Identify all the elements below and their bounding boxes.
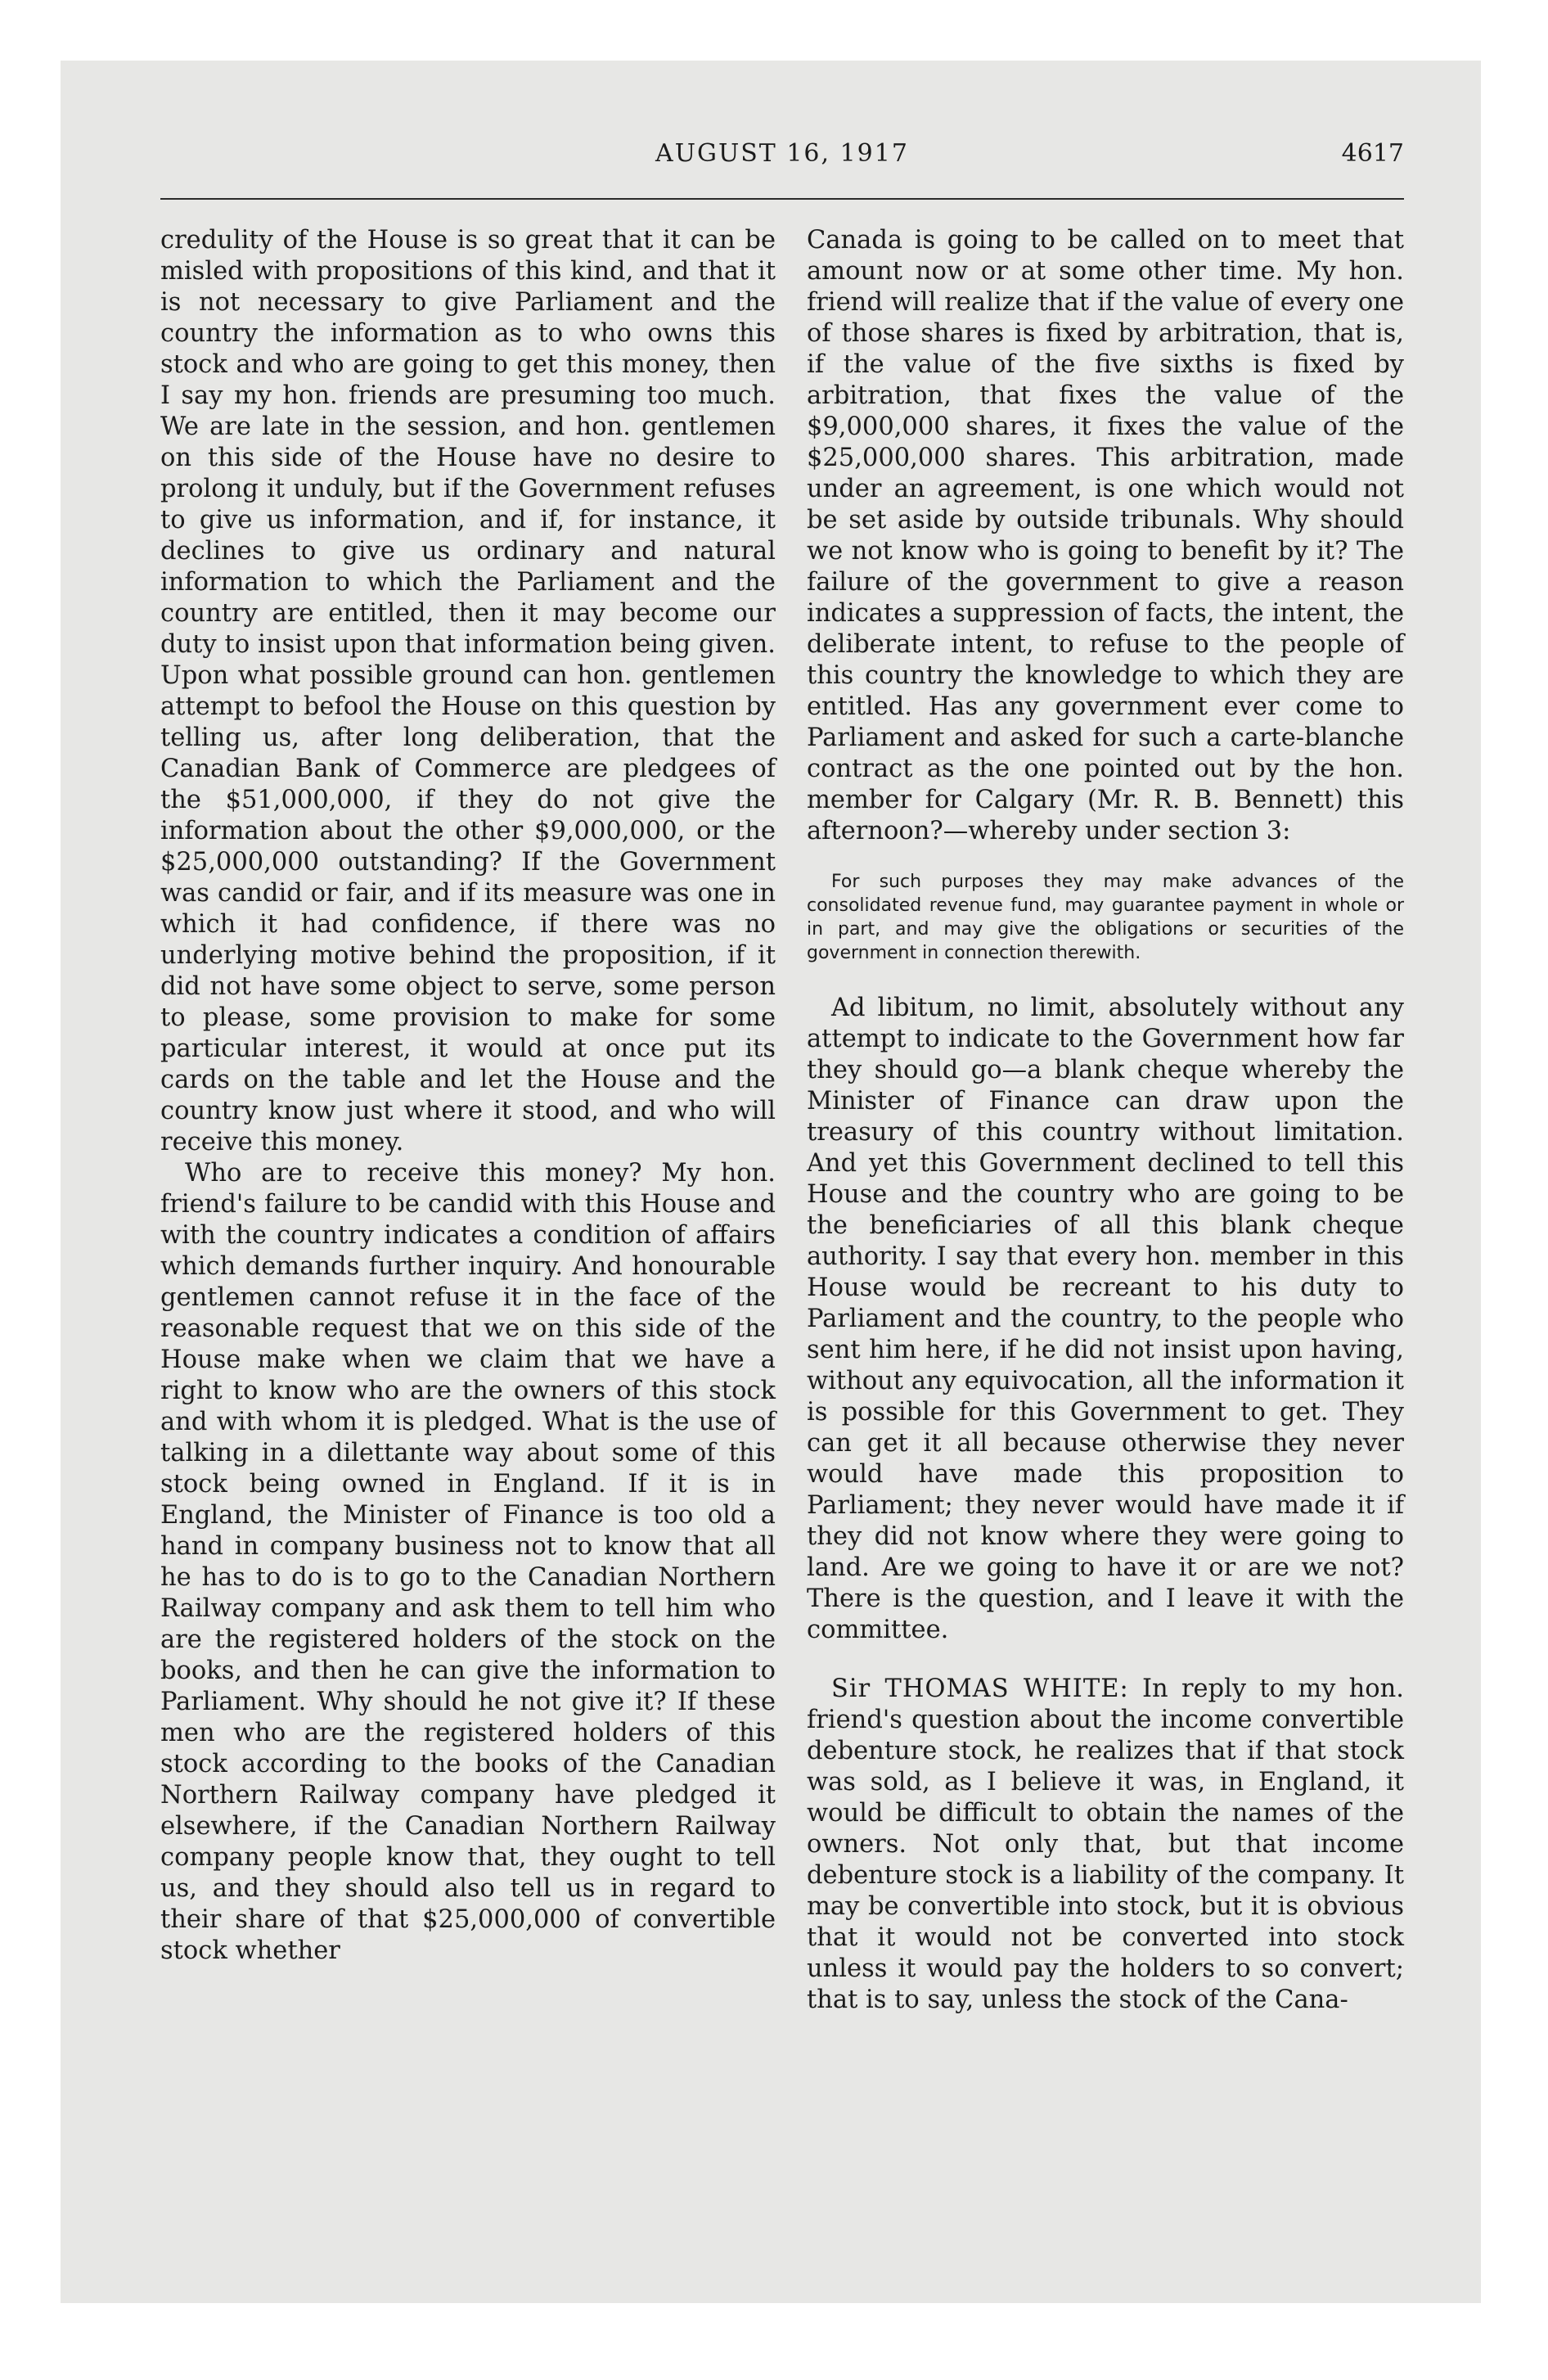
- right-paragraph-2: Ad libitum, no limit, absolutely without any attempt to indicate to the Government how far they should go—a blank cheque whereby the Minister of Finance can draw upon the treasury of this country without limitation. And yet this Government declined to tell this House and the country who are going to be the beneficiaries of all this blank cheque authority. I say that every hon. member in this House would be recreant to his duty to Parliament and the country, to the people who sent him here, if he did not insist upon having, without any equivocation, all the information it is possible for this Government to get. They can get it all because otherwise they never would have made this proposition to Parliament; they never would have made it if they did not know where they were going to land. Are we going to have it or are we not? There is the question, and I leave it with the committee.: [807, 994, 1404, 1644]
- page-number: 4617: [1341, 139, 1404, 168]
- speech-text: In reply to my hon. friend's question about the income convertible debenture stock, he realizes that if that stock was sold, as I believe it was, in England, it would be difficult to obtain the names of the owners. Not only that, but that income debenture stock is a liability of the company. It may be convertible into stock, but it is obvious that it would not be converted into stock unless it would pay the holders to so convert; that is to say, unless the stock of the Cana-: [807, 1675, 1405, 2014]
- page-header: [160, 131, 1404, 180]
- header-date: AUGUST 16, 1917: [655, 139, 909, 168]
- speaker-name: Sir THOMAS WHITE:: [831, 1675, 1129, 1703]
- left-paragraph-1: credulity of the House is so great that it can be misled with propositions of this kind, and that it is not necessary to give Parliament and the country the information as to who owns this stock and who are going to get this money, then I say my hon. friends are presuming too much. We are late in the session, and hon. gentlemen on this side of the House have no desire to prolong it unduly, but if the Government refuses to give us information, and if, for instance, it declines to give us ordinary and natural information to which the Parliament and the country are entitled, then it may become our duty to insist upon that information being given. Upon what possible ground can hon. gentlemen attempt to befool the House on this question by telling us, after long deliberation, that the Canadian Bank of Commerce are pledgees of the $51,000,000, if they do not give the information about the other $9,000,000, or the $25,000,000 outstanding? If the Government was candid or fair, and if its measure was one in which it had confidence, if there was no underlying motive behind the proposition, if it did not have some object to serve, some person to please, some provision to make for some particular interest, it would at once put its cards on the table and let the House and the country know just where it stood, and who will receive this money.: [160, 226, 776, 1156]
- left-paragraph-2: Who are to receive this money? My hon. friend's failure to be candid with this House and with the country indicates a condition of affairs which demands further inquiry. And honourable gentlemen cannot refuse it in the face of the reasonable request that we on this side of the House make when we claim that we have a right to know who are the owners of this stock and with whom it is pledged. What is the use of talking in a dilettante way about some of this stock being owned in England. If it is in England, the Minister of Finance is too old a hand in company business not to know that all he has to do is to go to the Canadian Northern Railway company and ask them to tell him who are the registered holders of the stock on the books, and then he can give the information to Parliament. Why should he not give it? If these men who are the registered holders of this stock according to the books of the Canadian Northern Railway company have pledged it elsewhere, if the Canadian Northern Railway company people know that, they ought to tell us, and they should also tell us in regard to their share of that $25,000,000 of convertible stock whether: [160, 1159, 776, 1965]
- right-paragraph-3: [807, 1674, 1404, 2016]
- document-page: [160, 131, 1404, 2226]
- quoted-section: For such purposes they may make advances of the consolidated revenue fund, may guarantee payment in whole or in part, and may give the obligations or securities of the government in connection therewith.: [807, 872, 1404, 963]
- right-column: [807, 225, 1404, 2016]
- right-paragraph-1: Canada is going to be called on to meet that amount now or at some other time. My hon. friend will realize that if the value of every one of those shares is fixed by arbitration, that is, if the value of the five sixths is fixed by arbitration, that fixes the value of the $9,000,000 shares, it fixes the value of the $25,000,000 shares. This arbitration, made under an agreement, is one which would not be set aside by outside tribunals. Why should we not know who is going to benefit by it? The failure of the government to give a reason indicates a suppression of facts, the intent, the deliberate intent, to refuse to the people of this country the knowledge to which they are entitled. Has any government ever come to Parliament and asked for such a carte-blanche contract as the one pointed out by the hon. member for Calgary (Mr. R. B. Bennett) this afternoon?—whereby under section 3:: [807, 226, 1404, 845]
- left-column: [160, 225, 776, 1967]
- header-rule: [160, 198, 1404, 200]
